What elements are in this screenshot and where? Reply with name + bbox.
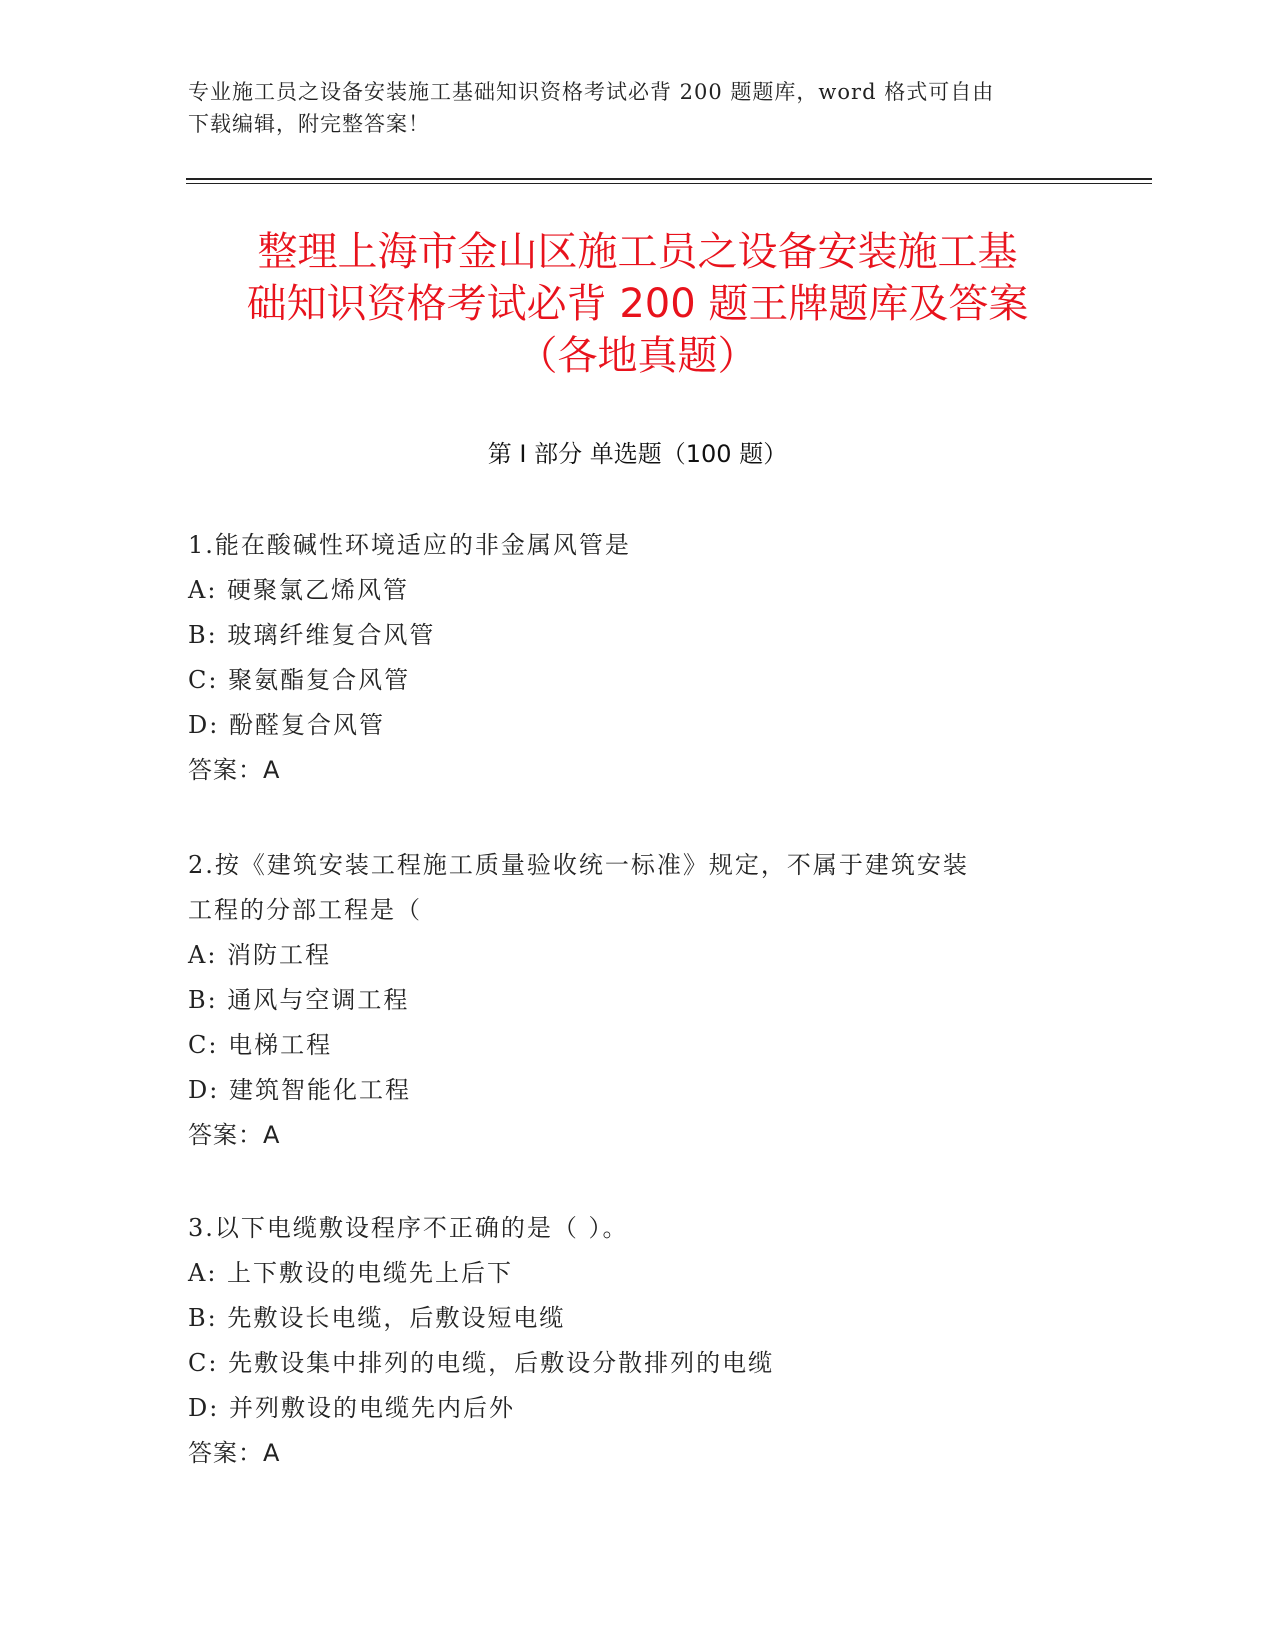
answer: 答案：A xyxy=(188,1121,281,1149)
question-stem: 2.按《建筑安装工程施工质量验收统一标准》规定，不属于建筑安装 xyxy=(188,851,969,879)
option-c: C: 电梯工程 xyxy=(188,1031,333,1059)
question-block xyxy=(188,843,1088,1158)
question-stem: 3.以下电缆敷设程序不正确的是（ ）。 xyxy=(188,1214,629,1242)
option-a: A: 上下敷设的电缆先上后下 xyxy=(188,1259,514,1287)
answer: 答案：A xyxy=(188,756,281,784)
header-divider-thin xyxy=(186,183,1152,184)
header-divider xyxy=(186,178,1152,180)
option-b: B: 玻璃纤维复合风管 xyxy=(188,621,436,649)
question-block xyxy=(188,523,1088,793)
header-note xyxy=(188,76,1068,140)
question-stem-continued: 工程的分部工程是（ xyxy=(188,896,422,924)
title-line: （各地真题） xyxy=(517,333,758,379)
option-a: A: 硬聚氯乙烯风管 xyxy=(188,576,410,604)
option-d: D: 建筑智能化工程 xyxy=(188,1076,411,1104)
option-d: D: 并列敷设的电缆先内后外 xyxy=(188,1394,515,1422)
header-note-line: 专业施工员之设备安装施工基础知识资格考试必背 200 题题库，word 格式可自由 xyxy=(188,80,995,104)
section-heading: 第 I 部分 单选题（100 题） xyxy=(487,440,788,468)
header-note-line: 下载编辑，附完整答案！ xyxy=(188,112,430,136)
option-c: C: 先敷设集中排列的电缆，后敷设分散排列的电缆 xyxy=(188,1349,775,1377)
option-c: C: 聚氨酯复合风管 xyxy=(188,666,411,694)
title-line: 础知识资格考试必背 200 题王牌题库及答案 xyxy=(246,281,1029,327)
question-stem: 1.能在酸碱性环境适应的非金属风管是 xyxy=(188,531,631,559)
answer: 答案：A xyxy=(188,1439,281,1467)
option-b: B: 通风与空调工程 xyxy=(188,986,410,1014)
option-d: D: 酚醛复合风管 xyxy=(188,711,385,739)
question-block xyxy=(188,1206,1088,1476)
title-line: 整理上海市金山区施工员之设备安装施工基 xyxy=(257,229,1018,275)
option-a: A: 消防工程 xyxy=(188,941,332,969)
document-title xyxy=(150,226,1125,382)
option-b: B: 先敷设长电缆，后敷设短电缆 xyxy=(188,1304,566,1332)
